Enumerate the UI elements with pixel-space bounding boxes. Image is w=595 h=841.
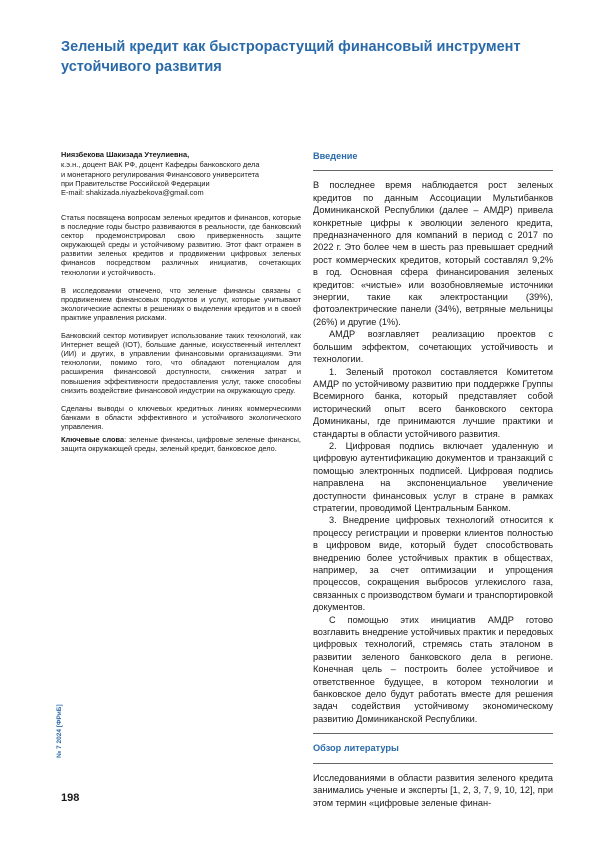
body-paragraph: Исследованиями в области развития зеленого кредита занимались ученые и эксперты [1, 2, 3, 7, 9, 10, 12], при этом термин «цифровые зеленые финан- [313, 772, 553, 808]
keywords-text: : зеленые финансы, цифровые зеленые финансы, защита окружающей среды, зеленый кредит, банковское дело. [61, 435, 301, 454]
abstract-paragraph: Статья посвящена вопросам зеленых кредитов и финансов, которые в последние годы быстро развиваются в реальности, где банковский сектор продемонстрировал свою приверженность защите окружающей среды и устойчивому развитию. Этот факт отражен в развитии зеленых кредитов и продвижении цифровых зеленых финансов посредством различных инициатив, сочетающих технологии и устойчивость. [61, 213, 301, 277]
heading-divider [313, 763, 553, 764]
page-number: 198 [61, 792, 80, 804]
article-title: Зеленый кредит как быстрорастущий финансовый инструмент устойчивого развития [61, 39, 521, 75]
author-email: E-mail: shakizada.niyazbekova@gmail.com [61, 188, 204, 198]
author-affiliation-line: к.э.н., доцент ВАК РФ, доцент Кафедры банковского дела [61, 160, 260, 170]
author-affiliation-line: и монетарного регулирования Финансового университета [61, 169, 259, 179]
heading-divider [313, 170, 553, 171]
journal-issue-label: № 7 2024 [ФРиБ] [56, 704, 63, 758]
keywords-label: Ключевые слова [61, 435, 125, 444]
keywords [61, 435, 301, 453]
abstract-paragraph: Сделаны выводы о ключевых кредитных линиях коммерческими банками в области эффективного и устойчивого экологического управления. [61, 403, 301, 431]
section-divider [313, 733, 553, 734]
abstract [61, 213, 301, 440]
body-paragraph: 3. Внедрение цифровых технологий относится к процессу регистрации и проверки клиентов полностью в цифровом виде, который будет способствовать внедрению более устойчивых практик в обществах, например, за счет оптимизации и упрощения процессов, сокращения выбросов углекислого газа, связанных с производством бумаги и транспортировкой документов. [313, 515, 553, 613]
section-heading-literature: Обзор литературы [313, 743, 399, 754]
author-affiliation-line: при Правительстве Российской Федерации [61, 178, 210, 188]
body-paragraph: С помощью этих инициатив АМДР готово возглавить внедрение устойчивых практик и передовых цифровых технологий, стремясь стать эталоном в развитии зеленого банковского дела в регионе. Конечная цель – построить более устойчивое и ответственное будущее, в котором технологии и банковское дело будут работать вместе для решения задач содействия устойчивому экономическому развитию Доминиканской Республики. [313, 614, 553, 724]
body-paragraph: 2. Цифровая подпись включает удаленную и цифровую аутентификацию документов и транзакций с помощью электронных подписей. Цифровая подпись направлена на экспоненциальное увеличение доступности финансовых услуг в стране в рамках стратегии, проводимой Центральным Банком. [313, 440, 553, 513]
body-column [313, 150, 553, 809]
author-block [61, 150, 301, 197]
abstract-paragraph: Банковский сектор мотивирует использование таких технологий, как Интернет вещей (IOT), большие данные, искусственный интеллект (ИИ) и других, в управлении финансовыми организациями. Эти технологии, помимо того, что обладают потенциалом для расширения финансовой доступности, снижения затрат и повышения эффективности предоставления услуг, также способны снизить воздействие финансовой индустрии на окружающую среду. [61, 331, 301, 395]
body-paragraph: В последнее время наблюдается рост зеленых кредитов по данным Ассоциации Мультибанков Доминиканской Республики (далее – АМДР) привела конкретные цифры к эволюции зеленого кредита, предназначенного для компаний в период с 2017 по 2022 г. Это более чем в шесть раз превышает средний рост коммерческих кредитов, который составлял 9,2% в год. Основная сфера финансирования зеленых кредитов: «чистые» или возобновляемые источники энергии, такие как электростанции (39%), фотоэлектрические панели (34%), ветряные мельницы (26%) и другие (1%). [313, 180, 553, 327]
body-paragraph: АМДР возглавляет реализацию проектов с большим эффектом, сочетающих устойчивость и технологии. [313, 329, 553, 365]
section-heading-intro: Введение [313, 151, 358, 161]
abstract-paragraph: В исследовании отмечено, что зеленые финансы связаны с продвижением финансовых продуктов и услуг, которые учитывают экологические аспекты в решениях о выделении кредитов и в своей практике управления рисками. [61, 285, 301, 322]
keywords-paragraph [61, 435, 301, 453]
body-paragraph: 1. Зеленый протокол составляется Комитетом АМДР по устойчивому развитию при поддержке Группы Всемирного банка, который представляет собой исторический опыт всего банковского сектора Доминиканы, где принимаются лучшие практики и стандарты в области устойчивого развития. [313, 366, 553, 439]
author-name: Ниязбекова Шакизада Утеулиевна, [61, 150, 190, 159]
